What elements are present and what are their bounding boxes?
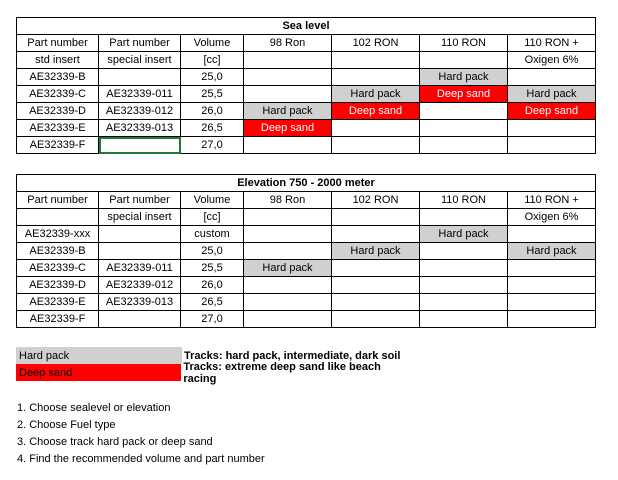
table-row <box>17 137 596 154</box>
deep-sand-swatch: Deep sand <box>16 364 181 381</box>
table-cell[interactable]: Hard pack <box>508 86 596 103</box>
table-cell[interactable]: 26,0 <box>181 103 244 120</box>
table-cell[interactable] <box>332 311 420 328</box>
table-cell[interactable]: AE32339-F <box>17 311 99 328</box>
column-header: 102 RON <box>332 192 420 209</box>
column-header: [cc] <box>181 52 244 69</box>
table-cell[interactable]: Deep sand <box>332 103 420 120</box>
table-cell[interactable]: AE32339-C <box>17 86 99 103</box>
table-cell[interactable]: 25,0 <box>181 69 244 86</box>
instruction-step: 4. Find the recommended volume and part number <box>17 453 265 465</box>
table-cell[interactable] <box>420 243 508 260</box>
column-header: Part number <box>99 192 181 209</box>
table-cell[interactable] <box>332 294 420 311</box>
column-header: Volume <box>181 35 244 52</box>
column-header: 98 Ron <box>244 192 332 209</box>
table-cell[interactable] <box>508 69 596 86</box>
table-cell[interactable]: 25,0 <box>181 243 244 260</box>
header-row <box>17 192 596 209</box>
table-cell[interactable]: 25,5 <box>181 260 244 277</box>
column-header: Oxigen 6% <box>508 209 596 226</box>
table-cell[interactable] <box>420 120 508 137</box>
table-cell[interactable]: AE32339-B <box>17 243 99 260</box>
table-cell[interactable] <box>244 86 332 103</box>
table-cell[interactable] <box>332 260 420 277</box>
table-cell[interactable]: 25,5 <box>181 86 244 103</box>
table-cell[interactable]: 26,5 <box>181 294 244 311</box>
table-cell[interactable]: Deep sand <box>508 103 596 120</box>
table-cell[interactable]: Hard pack <box>332 243 420 260</box>
elevation-table <box>16 174 596 328</box>
instructions <box>17 400 265 468</box>
table-title: Sea level <box>17 18 596 35</box>
column-header: 110 RON <box>420 192 508 209</box>
column-header: Part number <box>17 192 99 209</box>
table-row <box>17 86 596 103</box>
table-title: Elevation 750 - 2000 meter <box>17 175 596 192</box>
column-header: 110 RON + <box>508 192 596 209</box>
table-cell[interactable]: AE32339-F <box>17 137 99 154</box>
table-cell[interactable] <box>508 120 596 137</box>
legend <box>16 347 416 385</box>
table-cell[interactable]: AE32339-xxx <box>17 226 99 243</box>
column-header <box>332 209 420 226</box>
table-cell[interactable] <box>244 137 332 154</box>
table-row <box>17 243 596 260</box>
column-header: Volume <box>181 192 244 209</box>
table-cell[interactable] <box>244 69 332 86</box>
column-header <box>420 209 508 226</box>
table-row <box>17 120 596 137</box>
table-cell[interactable] <box>508 294 596 311</box>
column-header: Part number <box>17 35 99 52</box>
table-cell[interactable] <box>420 277 508 294</box>
table-cell[interactable] <box>99 311 181 328</box>
table-cell[interactable] <box>332 137 420 154</box>
table-cell[interactable]: AE32339-013 <box>99 294 181 311</box>
table-cell[interactable] <box>99 226 181 243</box>
table-row <box>17 69 596 86</box>
table-cell[interactable]: AE32339-D <box>17 103 99 120</box>
column-header <box>17 209 99 226</box>
column-header: Oxigen 6% <box>508 52 596 69</box>
table-cell[interactable] <box>332 226 420 243</box>
sea-level-table <box>16 17 596 154</box>
column-header <box>244 52 332 69</box>
table-cell[interactable] <box>244 294 332 311</box>
table-cell[interactable]: custom <box>181 226 244 243</box>
column-header: Part number <box>99 35 181 52</box>
table-cell[interactable]: AE32339-C <box>17 260 99 277</box>
table-cell[interactable]: Hard pack <box>508 243 596 260</box>
table-cell[interactable] <box>332 69 420 86</box>
table-cell[interactable]: AE32339-011 <box>99 260 181 277</box>
table-row <box>17 226 596 243</box>
column-header: std insert <box>17 52 99 69</box>
header-row <box>17 52 596 69</box>
legend-row-deep-sand <box>16 360 416 385</box>
table-cell[interactable]: Deep sand <box>244 120 332 137</box>
table-cell[interactable]: AE32339-013 <box>99 120 181 137</box>
table-cell[interactable]: AE32339-011 <box>99 86 181 103</box>
table-cell[interactable]: Hard pack <box>420 69 508 86</box>
table-cell[interactable] <box>420 311 508 328</box>
table-row <box>17 103 596 120</box>
column-header <box>244 209 332 226</box>
table-cell[interactable] <box>420 137 508 154</box>
table-cell[interactable]: Hard pack <box>420 226 508 243</box>
instruction-step: 2. Choose Fuel type <box>17 419 116 431</box>
table-cell[interactable]: 27,0 <box>181 137 244 154</box>
table-cell[interactable] <box>508 311 596 328</box>
table-cell[interactable] <box>508 137 596 154</box>
instruction-step: 1. Choose sealevel or elevation <box>17 402 171 414</box>
table-cell[interactable] <box>332 277 420 294</box>
table-cell[interactable] <box>244 277 332 294</box>
table-cell[interactable] <box>508 260 596 277</box>
table-row <box>17 294 596 311</box>
table-cell[interactable] <box>420 260 508 277</box>
column-header <box>332 52 420 69</box>
column-header: 110 RON <box>420 35 508 52</box>
table-cell[interactable]: 26,5 <box>181 120 244 137</box>
table-cell[interactable] <box>332 120 420 137</box>
table-cell[interactable]: Hard pack <box>244 103 332 120</box>
column-header <box>420 52 508 69</box>
deep-sand-description: Tracks: extreme deep sand like beach racing <box>183 360 381 385</box>
table-cell[interactable]: AE32339-012 <box>99 277 181 294</box>
header-row <box>17 209 596 226</box>
hard-pack-description: Tracks: hard pack, intermediate, dark soil <box>184 349 401 362</box>
table-cell[interactable] <box>244 311 332 328</box>
table-cell[interactable] <box>244 226 332 243</box>
table-cell[interactable]: AE32339-D <box>17 277 99 294</box>
table-row <box>17 311 596 328</box>
table-cell[interactable] <box>420 103 508 120</box>
table-cell[interactable] <box>508 277 596 294</box>
column-header: 102 RON <box>332 35 420 52</box>
table-cell[interactable] <box>244 243 332 260</box>
table-cell[interactable]: Deep sand <box>420 86 508 103</box>
table-cell[interactable]: AE32339-B <box>17 69 99 86</box>
table-cell[interactable]: AE32339-E <box>17 120 99 137</box>
table-body <box>17 35 596 154</box>
table-cell[interactable] <box>508 226 596 243</box>
table-body <box>17 192 596 328</box>
instruction-step: 3. Choose track hard pack or deep sand <box>17 436 213 448</box>
column-header: 98 Ron <box>244 35 332 52</box>
header-row <box>17 35 596 52</box>
table-cell[interactable] <box>420 294 508 311</box>
table-cell[interactable] <box>99 137 181 154</box>
table-cell[interactable]: Hard pack <box>244 260 332 277</box>
column-header: special insert <box>99 209 181 226</box>
table-cell[interactable]: AE32339-012 <box>99 103 181 120</box>
column-header: [cc] <box>181 209 244 226</box>
table-cell[interactable]: Hard pack <box>332 86 420 103</box>
hard-pack-swatch: Hard pack <box>16 347 182 364</box>
column-header: 110 RON + <box>508 35 596 52</box>
table-cell[interactable]: 26,0 <box>181 277 244 294</box>
table-row <box>17 260 596 277</box>
column-header: special insert <box>99 52 181 69</box>
table-cell[interactable] <box>99 243 181 260</box>
table-cell[interactable] <box>99 69 181 86</box>
table-cell[interactable]: 27,0 <box>181 311 244 328</box>
table-row <box>17 277 596 294</box>
table-cell[interactable]: AE32339-E <box>17 294 99 311</box>
